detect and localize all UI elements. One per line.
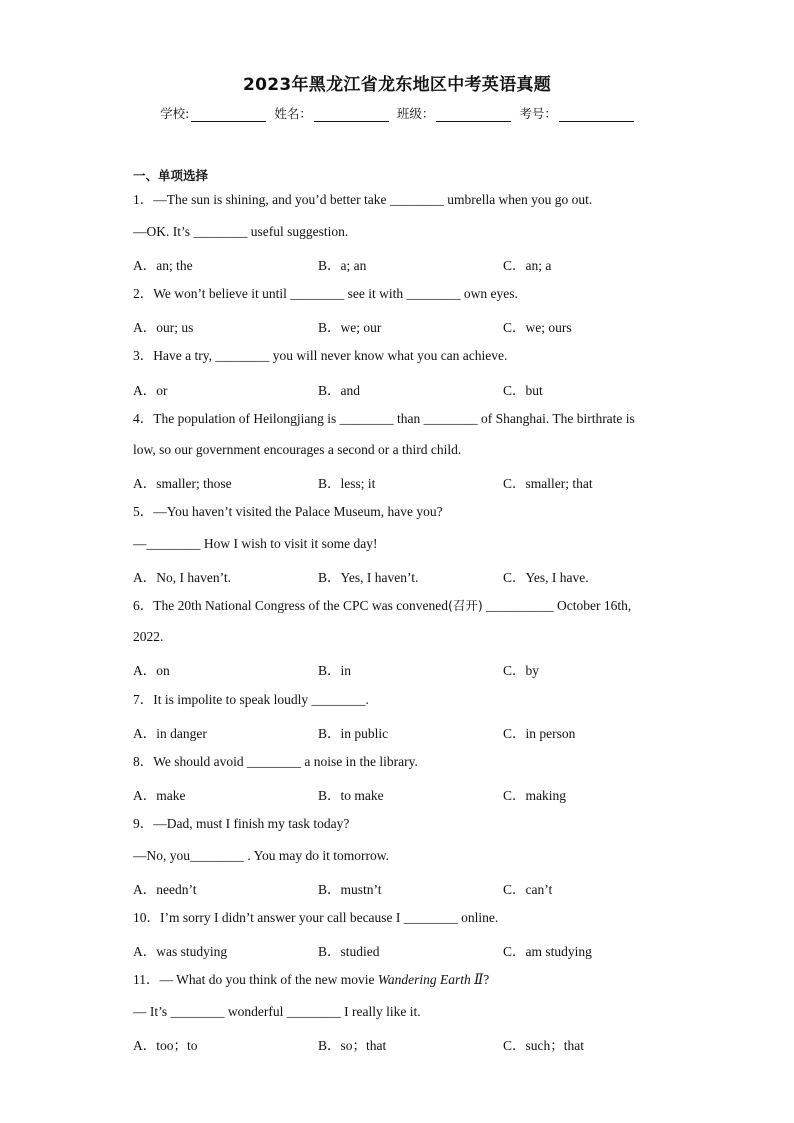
question-6-line-1 [133,597,664,615]
question-3-line-1: 3．Have a try, ________ you will never know what you can achieve. [133,348,508,363]
question-4-option-c[interactable]: C．smaller; that [503,476,593,491]
question-5-option-b[interactable]: B．Yes, I haven’t. [318,570,419,585]
question-2-line-1: 2．We won’t believe it until ________ see it with ________ own eyes. [133,286,518,301]
number-blank[interactable] [559,108,634,122]
class-label: 班级： [396,106,435,121]
question-6-text-a: 6．The 20th National Congress of the CPC was convened [133,598,448,613]
question-10-option-a[interactable]: A．was studying [133,944,228,959]
question-4-option-b[interactable]: B．less; it [318,476,376,491]
question-6-option-a[interactable]: A．on [133,663,170,678]
school-blank[interactable] [191,108,266,122]
question-9-line-1: 9．—Dad, must I finish my task today? [133,816,350,831]
question-9-line-2: —No, you________ . You may do it tomorrow. [133,848,390,863]
question-7-option-c[interactable]: C．in person [503,726,576,741]
exam-title: 2023年黑龙江省龙东地区中考英语真题 [242,75,551,95]
question-1-option-b[interactable]: B．a; an [318,258,367,273]
question-10-option-b[interactable]: B．studied [318,944,380,959]
question-2-option-c[interactable]: C．we; ours [503,320,572,335]
question-6-chinese-note: (召开) [447,598,483,613]
question-4-line-2: low, so our government encourages a second or a third child. [133,442,462,457]
question-11-text-a: 11．— What do you think of the new movie [133,972,378,987]
question-9-option-b[interactable]: B．mustn’t [318,882,382,897]
question-5-line-1: 5．—You haven’t visited the Palace Museum, have you? [133,504,443,519]
question-6-option-b[interactable]: B．in [318,663,352,678]
section-heading: 一、单项选择 [133,168,209,183]
question-11-text-c: ? [483,972,490,987]
name-blank[interactable] [314,108,389,122]
school-label: 学校: [160,106,190,121]
question-7-option-a[interactable]: A．in danger [133,726,207,741]
question-11-option-c[interactable]: C．such；that [503,1038,584,1053]
question-11-option-a[interactable]: A．too；to [133,1038,198,1053]
question-11-movie-title: Wandering Earth Ⅱ [377,972,484,987]
question-3-option-b[interactable]: B．and [318,383,360,398]
question-9-option-a[interactable]: A．needn’t [133,882,197,897]
question-11-line-2: — It’s ________ wonderful ________ I really like it. [133,1004,421,1019]
question-1-option-a[interactable]: A．an; the [133,258,193,273]
question-5-line-2: —________ How I wish to visit it some day! [133,536,378,551]
question-10-line-1: 10．I’m sorry I didn’t answer your call because I ________ online. [133,910,499,925]
question-1-line-2: —OK. It’s ________ useful suggestion. [133,224,349,239]
question-4-line-1: 4．The population of Heilongjiang is ________ than ________ of Shanghai. The birthrate is [133,411,635,426]
question-4-option-a[interactable]: A．smaller; those [133,476,232,491]
question-8-line-1: 8．We should avoid ________ a noise in the library. [133,754,418,769]
question-8-option-a[interactable]: A．make [133,788,186,803]
number-label: 考号： [519,106,557,121]
question-3-option-a[interactable]: A．or [133,383,168,398]
question-10-option-c[interactable]: C．am studying [503,944,592,959]
question-5-option-c[interactable]: C．Yes, I have. [503,570,589,585]
question-11-line-1 [133,971,664,989]
question-11-option-b[interactable]: B．so；that [318,1038,387,1053]
question-7-option-b[interactable]: B．in public [318,726,389,741]
question-1-option-c[interactable]: C．an; a [503,258,552,273]
question-3-option-c[interactable]: C．but [503,383,543,398]
question-7-line-1: 7．It is impolite to speak loudly ________. [133,692,369,707]
question-6-text-c: __________ October 16th, [482,598,632,613]
question-5-option-a[interactable]: A．No, I haven’t. [133,570,231,585]
question-1-line-1: 1．—The sun is shining, and you’d better take ________ umbrella when you go out. [133,192,593,207]
name-label: 姓名： [274,106,312,121]
question-8-option-b[interactable]: B．to make [318,788,384,803]
question-8-option-c[interactable]: C．making [503,788,566,803]
question-2-option-a[interactable]: A．our; us [133,320,194,335]
question-6-option-c[interactable]: C．by [503,663,540,678]
question-9-option-c[interactable]: C．can’t [503,882,553,897]
class-blank[interactable] [436,108,511,122]
student-info-bar [0,104,794,122]
question-6-line-2: 2022. [133,629,164,644]
question-2-option-b[interactable]: B．we; our [318,320,382,335]
